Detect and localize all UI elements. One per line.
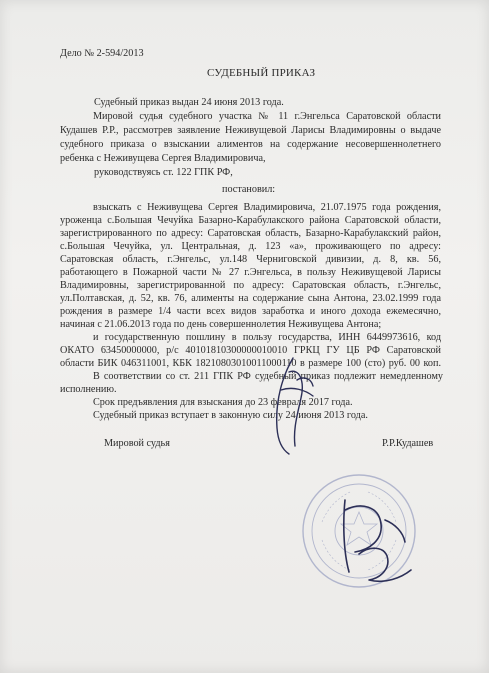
intro-line: руководствуясь ст. 122 ГПК РФ, — [94, 167, 233, 178]
intro-line: Мировой судья судебного участка № 11 г.Энгельса Саратовской области — [93, 111, 441, 122]
body-line: с.Большая Чечуйка, ул. Центральная, д. 123 «а», проживающего по адресу: — [60, 241, 441, 252]
body-line: исполнению. — [60, 384, 117, 395]
signature-name: Р.Р.Кудашев — [382, 438, 434, 449]
body-line: ОКАТО 63450000000, р/с 40101810300000010010 ГРКЦ ГУ ЦБ РФ Саратовской — [60, 345, 441, 356]
intro-line: ребенка с Неживущева Сергея Владимировича, — [60, 153, 266, 164]
body-line: ул.Полтавская, д. 52, кв. 76, алименты на содержание сына Антона, 23.02.1999 года — [60, 293, 441, 304]
body-line: Саратовская область, г.Энгельс, ул.148 Черниговской дивизии, д. 8, кв. 56, — [60, 254, 441, 265]
body-line: и государственную пошлину в пользу государства, ИНН 6449973616, код — [93, 332, 441, 343]
deadline-line: Срок предъявления для взыскания до 23 февраля 2017 года. — [93, 397, 353, 408]
decree-heading: постановил: — [222, 184, 276, 195]
document-title: СУДЕБНЫЙ ПРИКАЗ — [207, 67, 316, 79]
body-line: области БИК 046311001, КБК 18210803010011000110 в размере 100 (сто) руб. 00 коп. — [60, 358, 441, 369]
body-line: зарегистрированного по адресу: Саратовская область, Базарно-Карабулакский район, — [60, 228, 441, 239]
body-line: В соответствии со ст. 211 ГПК РФ судебный приказ подлежит немедленному — [93, 371, 443, 382]
body-line: уроженца с.Большая Чечуйка Базарно-Карабулакского района Саратовской области, — [60, 215, 441, 226]
intro-line: судебного приказа о взыскании алиментов на содержание несовершеннолетнего — [60, 139, 441, 150]
issue-date-line: Судебный приказ выдан 24 июня 2013 года. — [94, 97, 284, 108]
body-line: начиная с 21.06.2013 года по день совершеннолетия Неживущева Антона; — [60, 319, 382, 330]
stamp-signature — [325, 480, 435, 590]
intro-line: Кудашев Р.Р., рассмотрев заявление Неживущевой Ларисы Владимировны о выдаче — [60, 125, 441, 136]
body-line: рождения в размере 1/4 части всех видов заработка и иного дохода ежемесячно, — [60, 306, 441, 317]
body-line: Владимировны, зарегистрированной по адресу: Саратовская область, г.Энгельс, — [60, 280, 441, 291]
signature-role: Мировой судья — [104, 438, 170, 449]
effective-date-line: Судебный приказ вступает в законную силу 24 июня 2013 года. — [93, 410, 368, 421]
judge-signature — [253, 350, 343, 460]
body-line: работающего в Пожарной части № 27 г.Энгельса, в пользу Неживущевой Ларисы — [60, 267, 441, 278]
case-number: Дело № 2-594/2013 — [60, 48, 144, 59]
body-line: взыскать с Неживущева Сергея Владимировича, 21.07.1975 года рождения, — [93, 202, 441, 213]
